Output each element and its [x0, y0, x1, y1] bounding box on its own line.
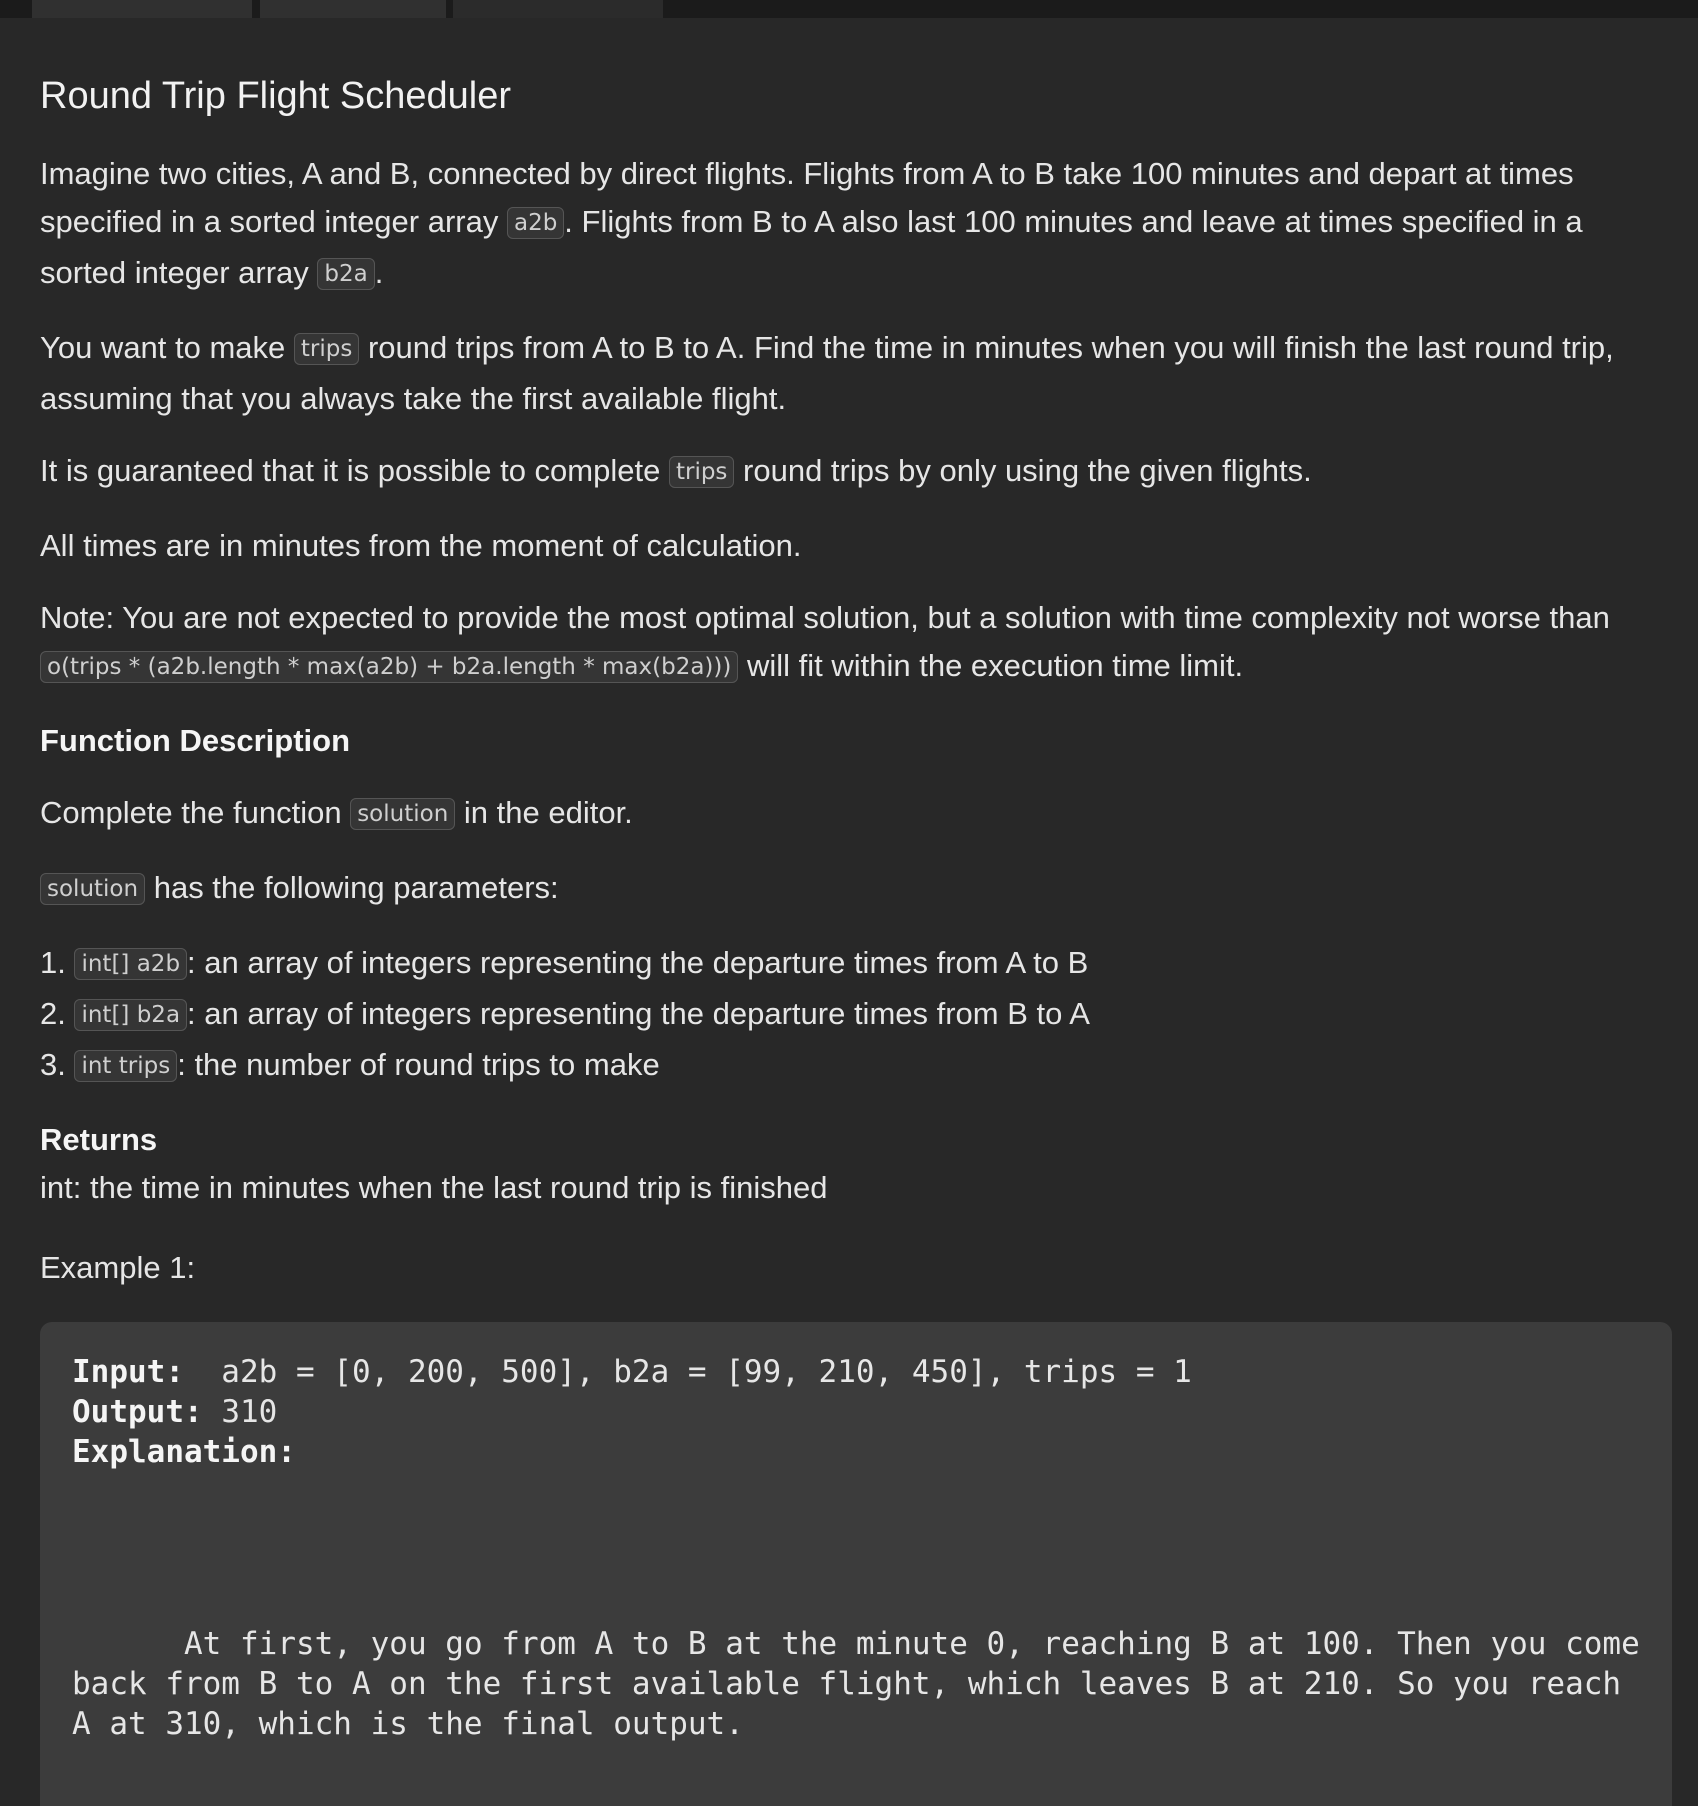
- explanation-label: Explanation:: [72, 1433, 296, 1470]
- text: round trips by only using the given flights.: [734, 452, 1312, 488]
- text: round trips from A to B to A. Find the time in minutes when you will finish the last round trip, assuming that you always take the first available flight.: [40, 329, 1614, 416]
- param-description: : an array of integers representing the departure times from A to B: [187, 944, 1089, 980]
- text: You want to make: [40, 329, 294, 365]
- paragraph-times: All times are in minutes from the moment of calculation.: [40, 527, 802, 563]
- output-value: 310: [202, 1393, 278, 1430]
- paragraph-task: [40, 324, 1658, 423]
- paragraph-intro: [40, 150, 1658, 300]
- parameter-item: [40, 939, 1658, 990]
- explanation-text: At first, you go from A to B at the minute 0, reaching B at 100. Then you come back from B to A on the first available flight, which leaves B at 210. So you reach A at 310, which is the final output.: [72, 1625, 1659, 1742]
- text: will fit within the execution time limit.: [738, 647, 1244, 683]
- text: . Flights from B to A also last 100 minutes and leave at times specified in a sorted integer array: [40, 203, 1583, 290]
- text: has the following parameters:: [145, 869, 559, 905]
- inline-code-trips: trips: [294, 333, 359, 365]
- tab-1[interactable]: [32, 0, 252, 18]
- tab-bar: [0, 0, 1698, 18]
- inline-code-param: int trips: [74, 1050, 177, 1082]
- returns-text: int: the time in minutes when the last round trip is finished: [40, 1169, 828, 1205]
- inline-code-complexity: o(trips * (a2b.length * max(a2b) + b2a.length * max(b2a))): [40, 651, 738, 683]
- paragraph-parameters: [40, 864, 1658, 915]
- tab-3-active[interactable]: [453, 0, 663, 18]
- list-number: 3.: [40, 1046, 75, 1082]
- parameter-list: [40, 939, 1658, 1092]
- inline-code-a2b: a2b: [507, 207, 564, 239]
- inline-code-trips: trips: [669, 456, 734, 488]
- text: Note: You are not expected to provide the most optimal solution, but a solution with time complexity not worse than: [40, 599, 1610, 635]
- param-description: : the number of round trips to make: [177, 1046, 660, 1082]
- inline-code-b2a: b2a: [317, 258, 374, 290]
- inline-code-param: int[] a2b: [74, 948, 187, 980]
- param-description: : an array of integers representing the departure times from B to A: [187, 995, 1090, 1031]
- text: Complete the function: [40, 794, 351, 830]
- parameter-item: [40, 1041, 1658, 1092]
- text: .: [374, 254, 384, 290]
- inline-code-solution: solution: [350, 798, 455, 830]
- problem-description: [0, 18, 1698, 1806]
- list-number: 2.: [40, 995, 75, 1031]
- function-description-heading: Function Description: [40, 722, 350, 758]
- problem-title: Round Trip Flight Scheduler: [40, 75, 512, 117]
- example-title: Example 1:: [40, 1249, 196, 1285]
- input-value: a2b = [0, 200, 500], b2a = [99, 210, 450], trips = 1: [183, 1353, 1192, 1390]
- tab-2[interactable]: [260, 0, 446, 18]
- paragraph-complete-function: [40, 789, 1658, 840]
- text: It is guaranteed that it is possible to complete: [40, 452, 669, 488]
- parameter-item: [40, 990, 1658, 1041]
- paragraph-guarantee: [40, 447, 1658, 498]
- paragraph-note: [40, 594, 1658, 693]
- inline-code-param: int[] b2a: [74, 999, 187, 1031]
- output-label: Output:: [72, 1393, 203, 1430]
- inline-code-solution: solution: [40, 873, 145, 905]
- text: Imagine two cities, A and B, connected by direct flights. Flights from A to B take 100 minutes and depart at times specified in a sorted integer array: [40, 155, 1574, 239]
- input-label: Input:: [72, 1353, 184, 1390]
- returns-heading: Returns: [40, 1121, 158, 1157]
- text: in the editor.: [455, 794, 633, 830]
- list-number: 1.: [40, 944, 75, 980]
- example-code-block: [40, 1322, 1672, 1806]
